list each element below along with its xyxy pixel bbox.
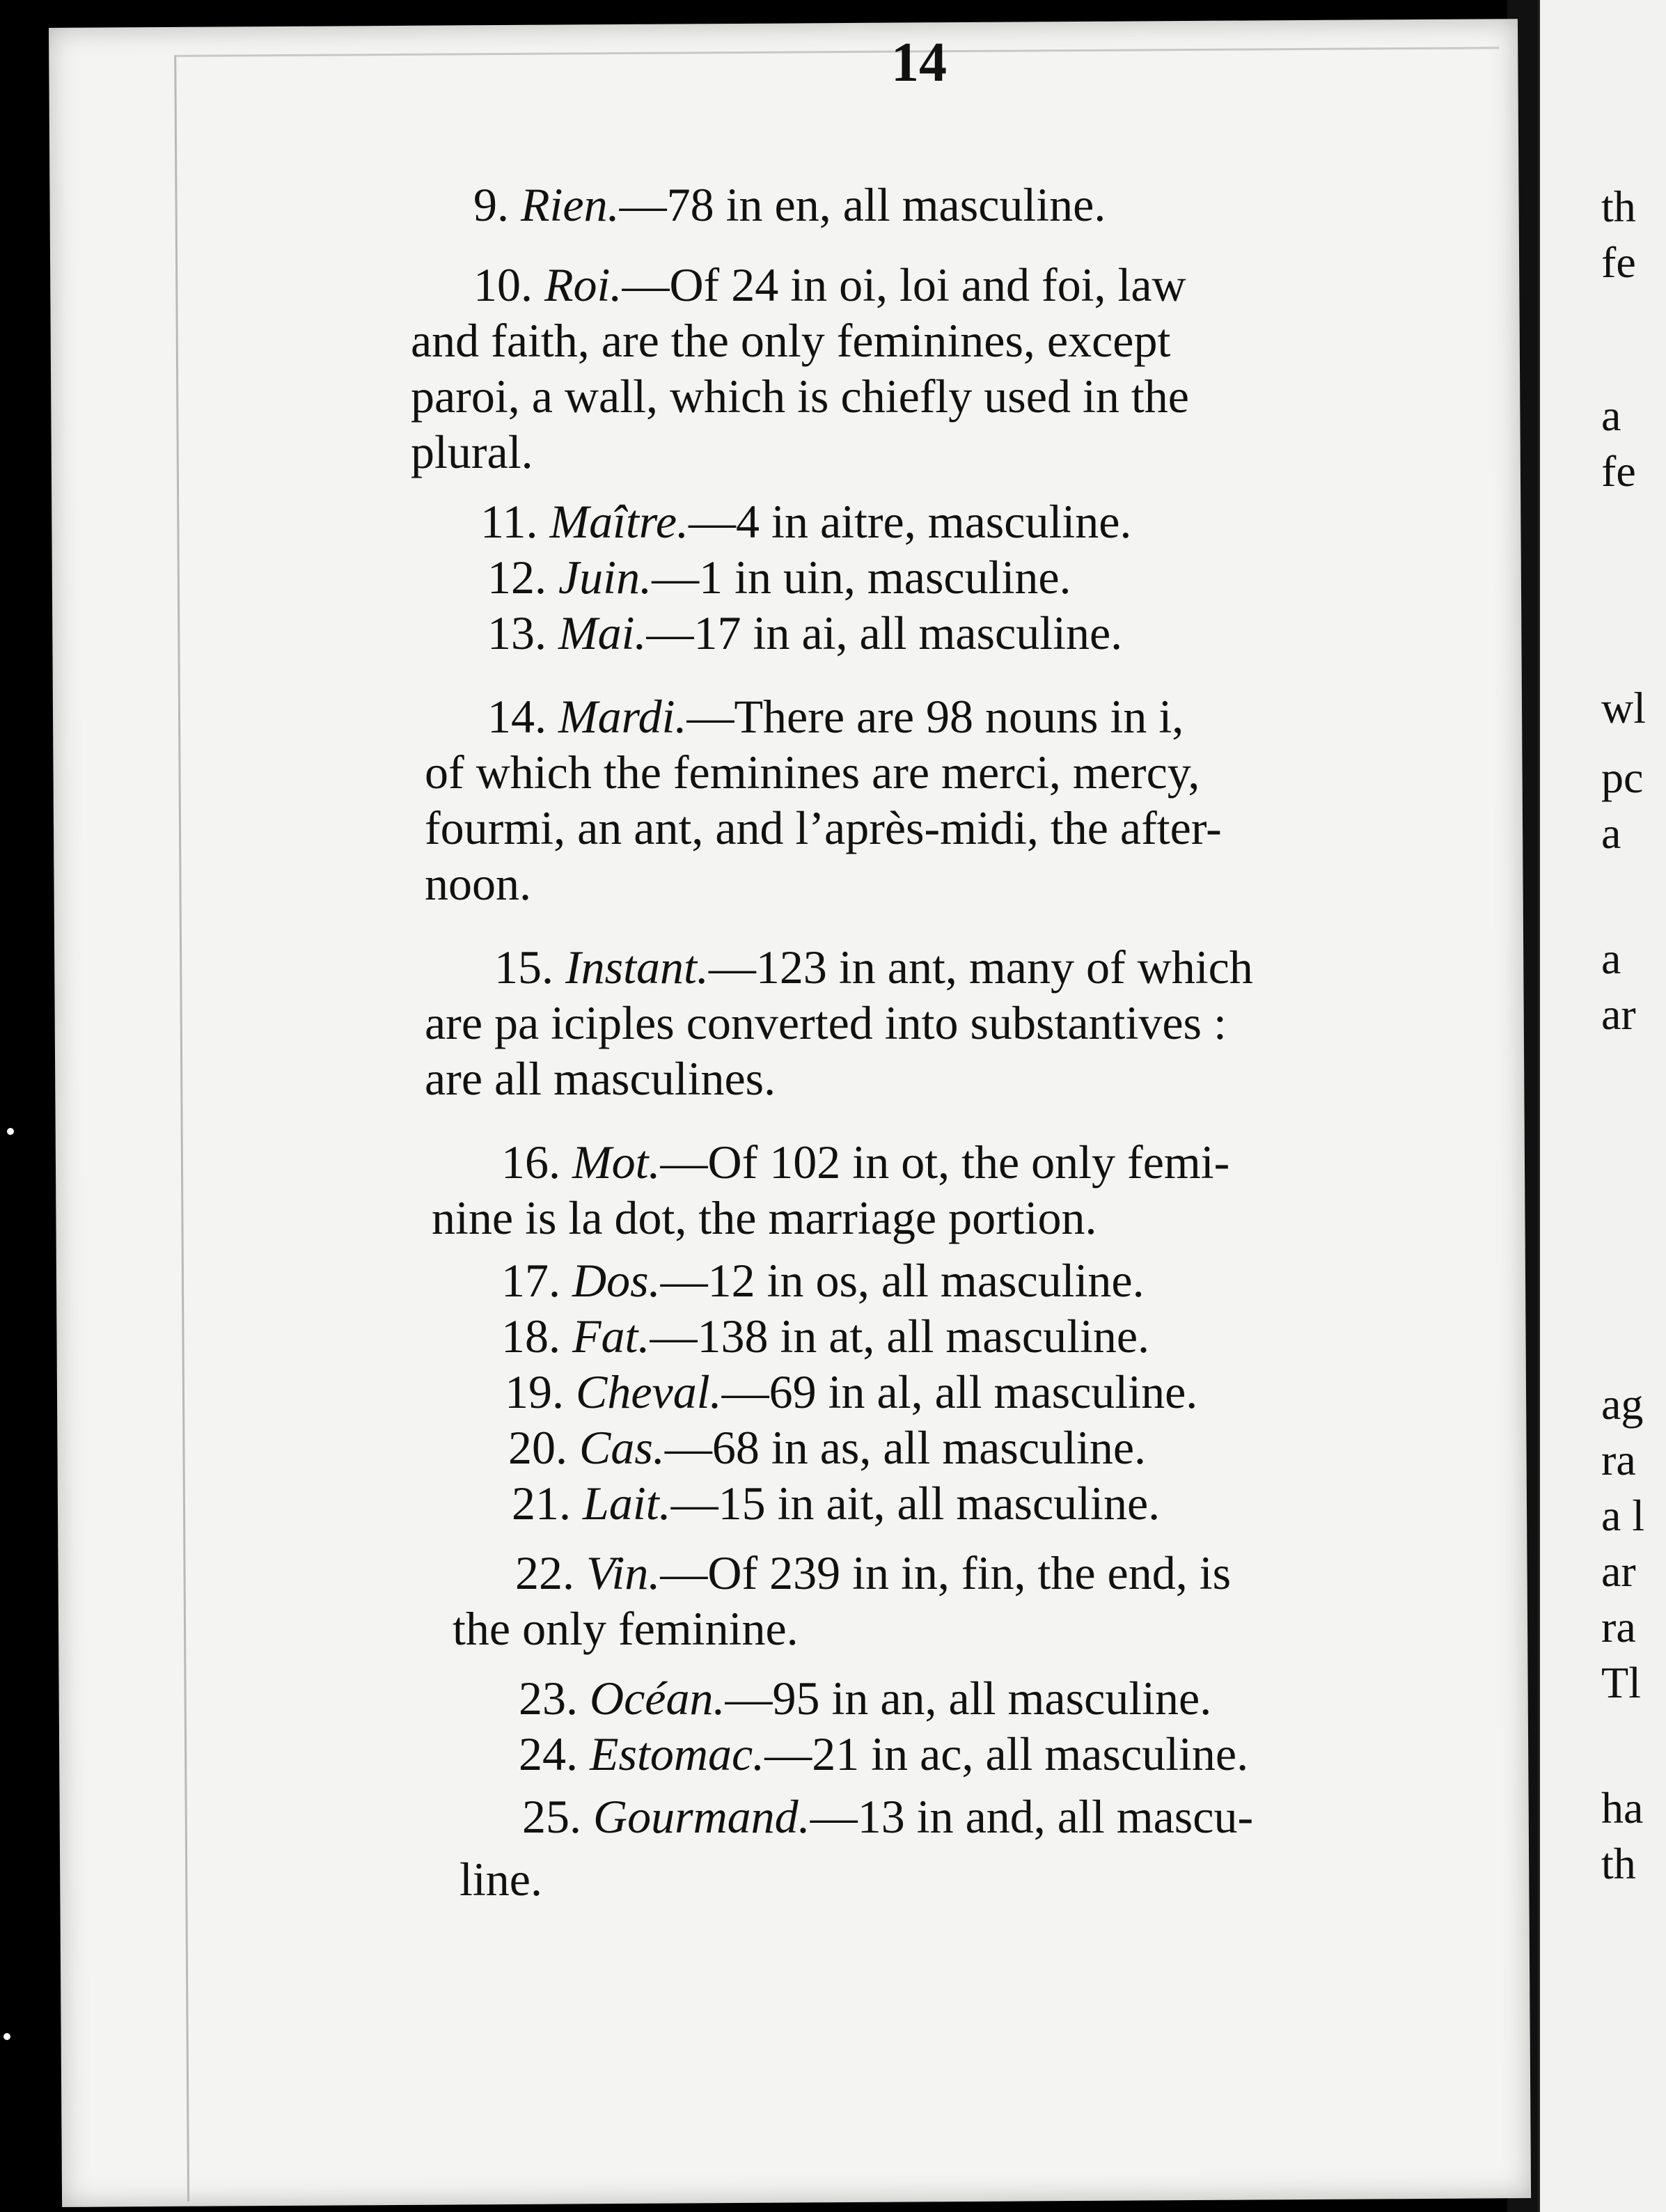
- facing-page-fragment: wl: [1601, 683, 1646, 732]
- entry-headword: Dos.: [572, 1254, 661, 1307]
- text-line: [494, 940, 1253, 995]
- continuation-text: plural.: [411, 425, 533, 478]
- facing-page-fragment: a: [1601, 808, 1621, 858]
- entry-text: —95 in an, all masculine.: [725, 1672, 1212, 1725]
- entry-headword: Vin.: [586, 1546, 661, 1599]
- entry-text: —12 in os, all masculine.: [660, 1254, 1145, 1307]
- entry-number: 11.: [480, 495, 550, 548]
- text-line: [501, 1135, 1229, 1190]
- facing-page-fragment: Tl: [1601, 1658, 1641, 1707]
- entry-text: —138 in at, all masculine.: [650, 1310, 1150, 1363]
- text-line: [515, 1546, 1231, 1601]
- entry-text: —68 in as, all masculine.: [664, 1421, 1147, 1474]
- entry-number: 18.: [501, 1310, 572, 1363]
- entry-text: —Of 24 in oi, loi and foi, law: [622, 258, 1186, 311]
- continuation-text: line.: [459, 1853, 542, 1906]
- continuation-text: are all masculines.: [425, 1052, 776, 1105]
- entry-headword: Maître.: [549, 495, 689, 548]
- text-line: [512, 1476, 1160, 1531]
- entry-text: —15 in ait, all masculine.: [670, 1477, 1161, 1530]
- text-line: [473, 178, 1106, 233]
- text-line: [432, 1191, 1097, 1246]
- continuation-text: the only feminine.: [453, 1602, 799, 1655]
- scan-speck: [3, 2033, 10, 2040]
- entry-number: 19.: [505, 1365, 576, 1418]
- entry-number: 16.: [501, 1136, 572, 1189]
- entry-headword: Gourmand.: [593, 1790, 810, 1843]
- continuation-text: noon.: [425, 857, 531, 910]
- text-line: [487, 550, 1071, 605]
- text-line: [425, 745, 1200, 800]
- entry-text: —There are 98 nouns in i,: [686, 690, 1184, 743]
- text-line: [505, 1365, 1197, 1420]
- facing-page-fragment: a: [1601, 391, 1621, 440]
- text-line: [425, 1051, 776, 1106]
- continuation-text: and faith, are the only feminines, except: [411, 314, 1171, 367]
- text-line: [501, 1309, 1149, 1364]
- continuation-text: fourmi, an ant, and l’après-midi, the after-: [425, 801, 1222, 854]
- text-line: [519, 1671, 1211, 1726]
- facing-page-fragment: fe: [1601, 237, 1636, 287]
- facing-page-fragment: ra: [1601, 1435, 1636, 1484]
- entry-number: 14.: [487, 690, 558, 743]
- entry-headword: Estomac.: [590, 1727, 765, 1780]
- text-line: [508, 1420, 1146, 1475]
- entry-headword: Rien.: [521, 178, 620, 231]
- text-line: [453, 1601, 799, 1656]
- entry-text: —Of 239 in in, fin, the end, is: [660, 1546, 1232, 1599]
- text-line: [459, 1852, 542, 1907]
- entry-text: —17 in ai, all masculine.: [646, 606, 1123, 659]
- entry-number: 20.: [508, 1421, 579, 1474]
- facing-page-fragment: ag: [1601, 1379, 1644, 1429]
- continuation-text: are pa iciples converted into substantives :: [425, 996, 1227, 1049]
- entry-number: 17.: [501, 1254, 572, 1307]
- entry-headword: Océan.: [590, 1672, 725, 1725]
- text-line: [473, 258, 1186, 313]
- facing-page-fragment: th: [1601, 1839, 1636, 1888]
- facing-page-fragment: a l: [1601, 1491, 1645, 1540]
- entry-text: —Of 102 in ot, the only femi-: [660, 1136, 1230, 1189]
- entry-text: —123 in ant, many of which: [708, 941, 1253, 994]
- continuation-text: nine is la dot, the marriage portion.: [432, 1191, 1097, 1244]
- text-line: [480, 494, 1131, 549]
- entry-headword: Mot.: [572, 1136, 661, 1189]
- facing-page-fragment: th: [1601, 182, 1636, 231]
- continuation-text: of which the feminines are merci, mercy,: [425, 746, 1200, 799]
- facing-page-fragment: ar: [1601, 1546, 1636, 1596]
- facing-page-fragment: pc: [1601, 753, 1644, 802]
- entry-text: —78 in en, all masculine.: [619, 178, 1106, 231]
- entry-text: —13 in and, all mascu-: [810, 1790, 1254, 1843]
- text-line: [411, 425, 533, 480]
- entry-number: 22.: [515, 1546, 586, 1599]
- entry-headword: Fat.: [572, 1310, 650, 1363]
- text-line: [425, 856, 531, 911]
- facing-page-fragment: a: [1601, 934, 1621, 983]
- entry-text: —21 in ac, all masculine.: [764, 1727, 1249, 1780]
- entry-headword: Mardi.: [558, 690, 687, 743]
- entry-headword: Roi.: [544, 258, 622, 311]
- text-line: [522, 1789, 1253, 1844]
- facing-page-fragment: fe: [1601, 446, 1636, 496]
- text-line: [425, 801, 1222, 856]
- entry-number: 15.: [494, 941, 565, 994]
- text-line: [487, 689, 1184, 744]
- text-line: [501, 1253, 1145, 1308]
- facing-page-fragment: ar: [1601, 989, 1636, 1039]
- entry-number: 10.: [473, 258, 544, 311]
- entry-headword: Cheval.: [576, 1365, 722, 1418]
- entry-text: —1 in uin, masculine.: [652, 551, 1071, 604]
- entry-number: 24.: [519, 1727, 590, 1780]
- entry-number: 13.: [487, 606, 558, 659]
- entry-number: 12.: [487, 551, 558, 604]
- text-line: [425, 996, 1227, 1051]
- text-line: [487, 606, 1122, 661]
- entry-number: 21.: [512, 1477, 583, 1530]
- entry-headword: Mai.: [558, 606, 647, 659]
- entry-headword: Juin.: [558, 551, 652, 604]
- text-line: [411, 313, 1170, 368]
- entry-number: 9.: [473, 178, 521, 231]
- page-number: 14: [891, 32, 947, 93]
- facing-page-fragment: ha: [1601, 1783, 1644, 1833]
- facing-page-fragment: ra: [1601, 1602, 1636, 1652]
- scan-speck: [7, 1128, 14, 1135]
- entry-text: —69 in al, all masculine.: [721, 1365, 1198, 1418]
- entry-headword: Cas.: [579, 1421, 665, 1474]
- continuation-text: paroi, a wall, which is chiefly used in the: [411, 370, 1189, 423]
- text-line: [411, 369, 1189, 424]
- entry-number: 23.: [519, 1672, 590, 1725]
- text-line: [519, 1727, 1248, 1782]
- entry-headword: Lait.: [583, 1477, 671, 1530]
- entry-text: —4 in aitre, masculine.: [689, 495, 1132, 548]
- entry-number: 25.: [522, 1790, 593, 1843]
- entry-headword: Instant.: [565, 941, 709, 994]
